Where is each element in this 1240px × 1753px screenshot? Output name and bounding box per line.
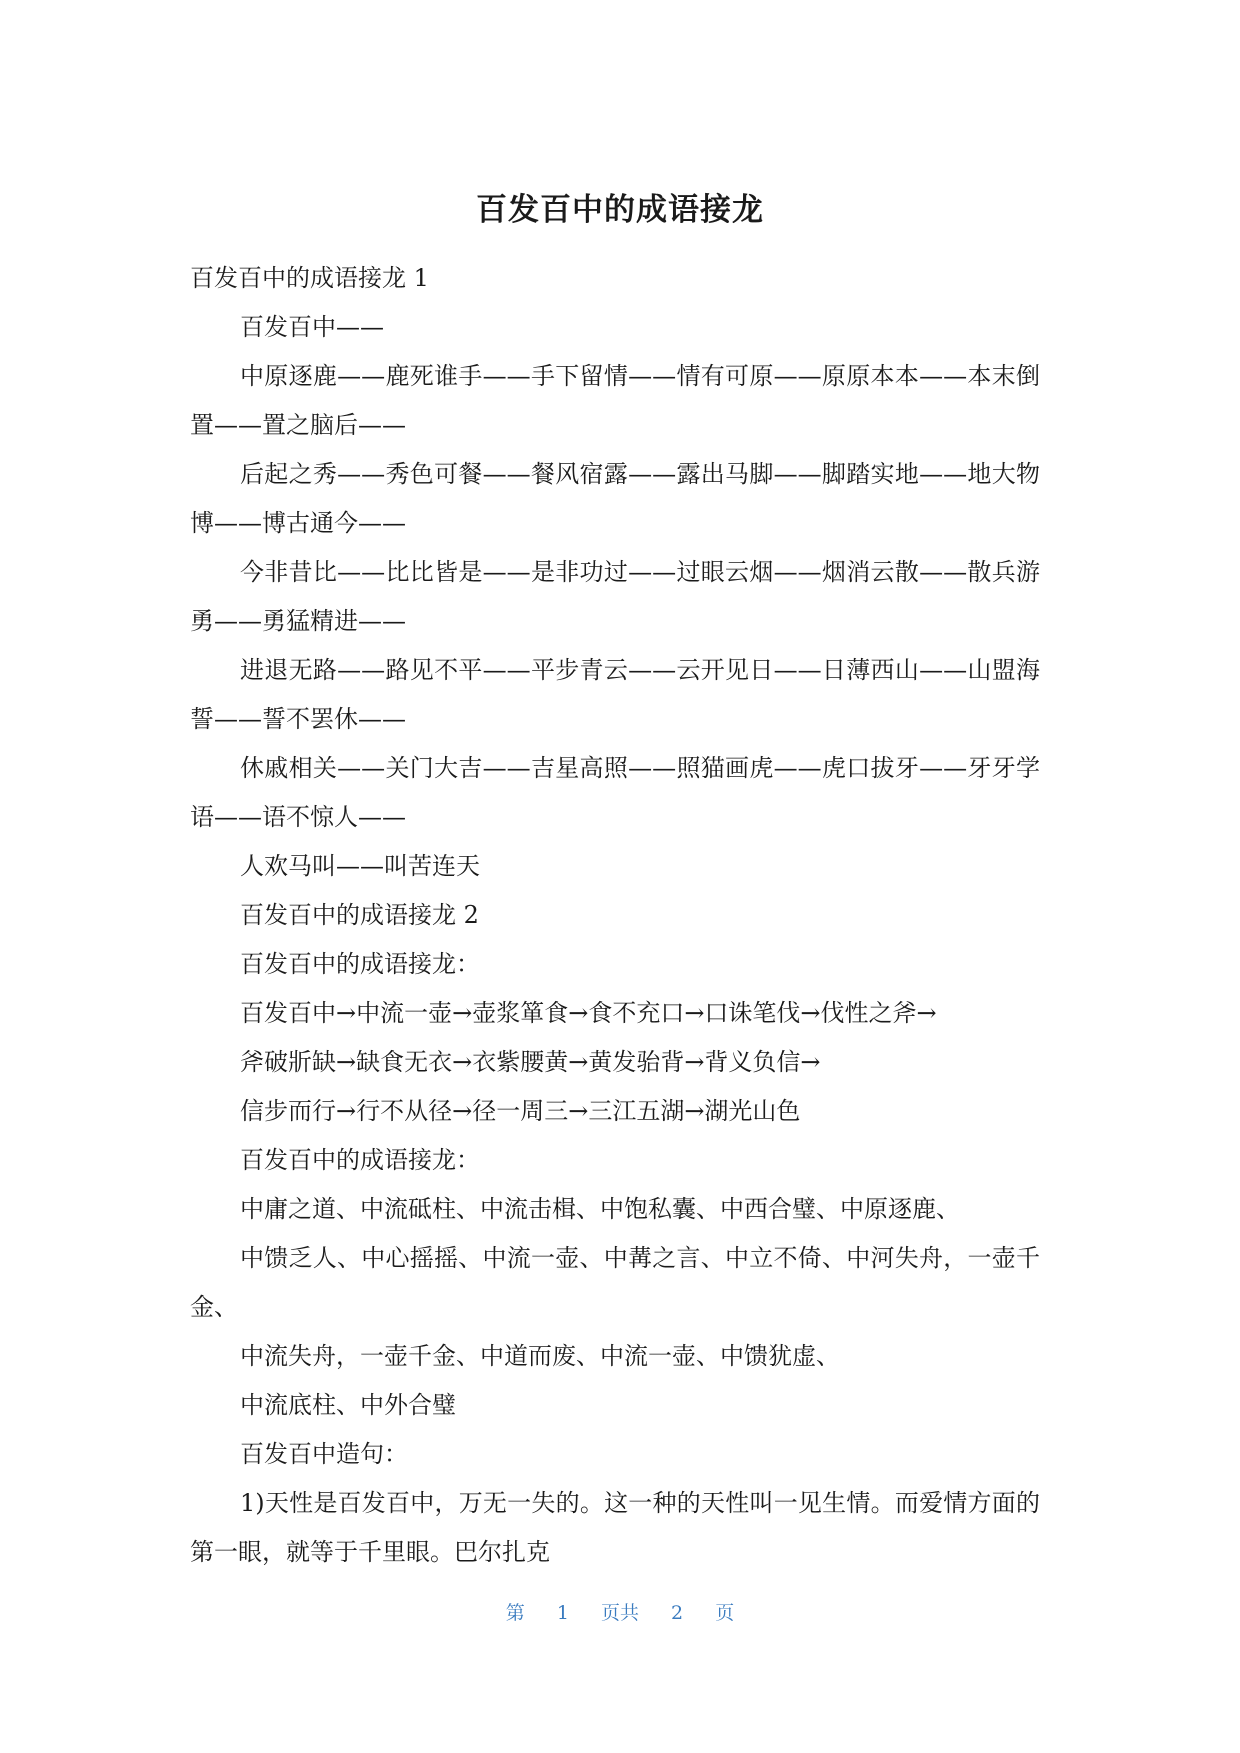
paragraph: 信步而行→行不从径→径一周三→三江五湖→湖光山色 (240, 1097, 801, 1125)
footer-middle: 页共 (600, 1602, 639, 1624)
footer-page-number: 1 (556, 1602, 569, 1624)
paragraph: 人欢马叫——叫苦连天 (240, 852, 480, 880)
section-heading-2: 百发百中的成语接龙 2 (240, 901, 479, 929)
paragraph: 中原逐鹿——鹿死谁手——手下留情——情有可原——原原本本——本末倒置——置之脑后—— (190, 362, 1040, 439)
paragraph: 中庸之道、中流砥柱、中流击楫、中饱私囊、中西合璧、中原逐鹿、 (240, 1195, 960, 1223)
paragraph: 进退无路——路见不平——平步青云——云开见日——日薄西山——山盟海誓——誓不罢休—— (190, 656, 1040, 733)
paragraph: 今非昔比——比比皆是——是非功过——过眼云烟——烟消云散——散兵游勇——勇猛精进—— (190, 558, 1040, 635)
paragraph: 斧破斨缺→缺食无衣→衣紫腰黄→黄发骀背→背义负信→ (240, 1048, 821, 1076)
paragraph: 后起之秀——秀色可餐——餐风宿露——露出马脚——脚踏实地——地大物博——博古通今—— (190, 460, 1040, 537)
paragraph: 百发百中→中流一壶→壶浆箪食→食不充口→口诛笔伐→伐性之斧→ (240, 999, 937, 1027)
page-footer (0, 1600, 1240, 1626)
document-title: 百发百中的成语接龙 (476, 192, 764, 228)
footer-total-pages: 2 (671, 1602, 684, 1624)
section-heading-1: 百发百中的成语接龙 1 (190, 264, 429, 292)
paragraph: 百发百中的成语接龙： (240, 1146, 480, 1174)
footer-suffix: 页 (715, 1602, 735, 1624)
paragraph: 中馈乏人、中心摇摇、中流一壶、中冓之言、中立不倚、中河失舟，一壶千金、 (190, 1244, 1040, 1321)
paragraph: 休戚相关——关门大吉——吉星高照——照猫画虎——虎口拔牙——牙牙学语——语不惊人—— (190, 754, 1040, 831)
paragraph: 百发百中的成语接龙： (240, 950, 480, 978)
paragraph: 中流底柱、中外合璧 (240, 1391, 456, 1419)
footer-prefix: 第 (505, 1602, 525, 1624)
paragraph: 1)天性是百发百中，万无一失的。这一种的天性叫一见生情。而爱情方面的第一眼，就等于千里眼。巴尔扎克 (190, 1489, 1040, 1566)
document-body (190, 254, 1040, 1577)
paragraph: 百发百中—— (240, 313, 384, 341)
paragraph: 中流失舟，一壶千金、中道而废、中流一壶、中馈犹虚、 (240, 1342, 840, 1370)
paragraph: 百发百中造句： (240, 1440, 408, 1468)
